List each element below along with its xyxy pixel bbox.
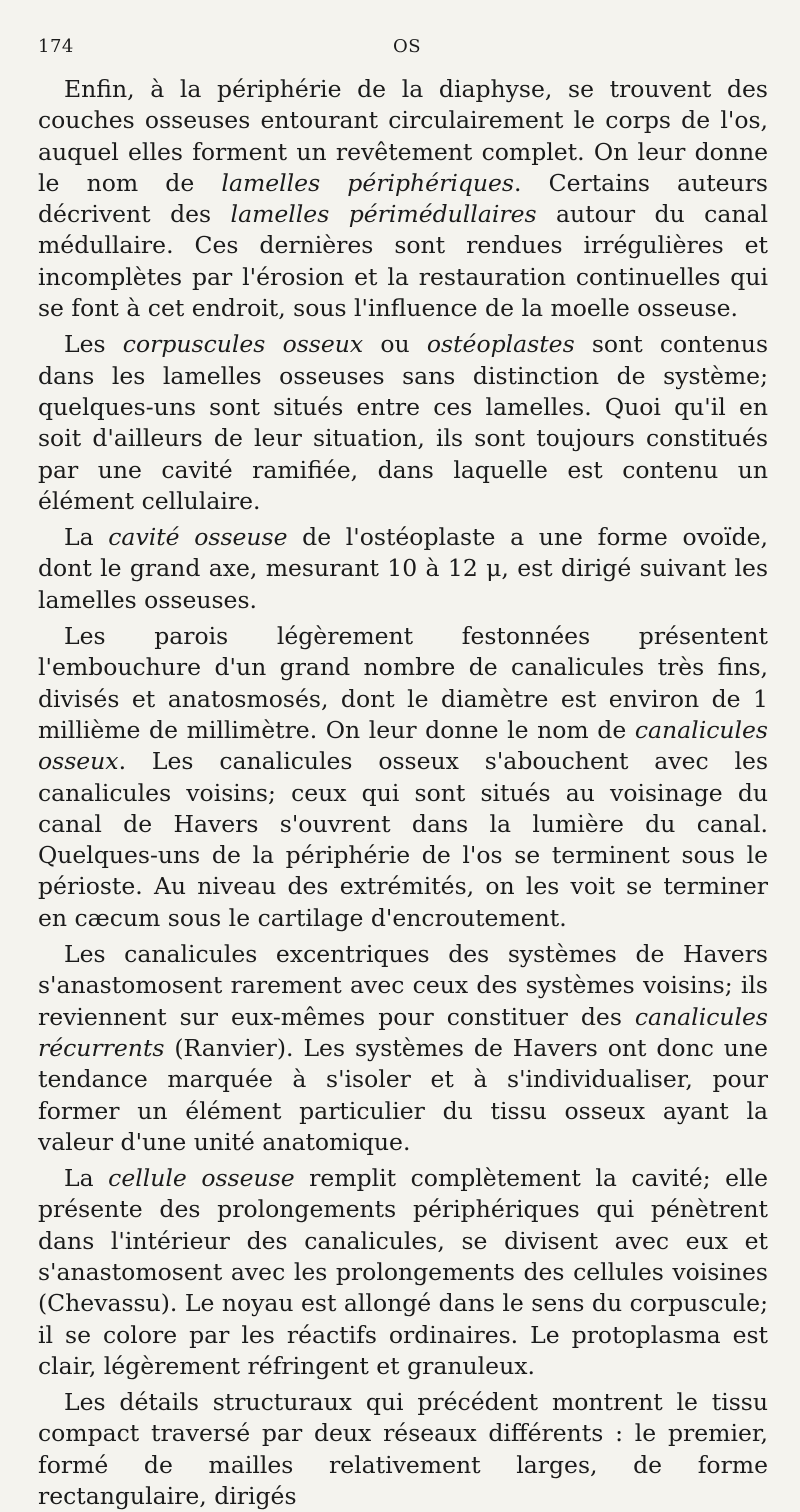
- italic-term: canalicules osseux: [38, 715, 768, 776]
- paragraph: [38, 939, 768, 1158]
- text-run: Les canalicules excentriques des systèmes de Havers s'anastomosent rarement avec ceux des systèmes voisins; ils reviennent sur eux-mêmes pour constituer des: [38, 940, 768, 1031]
- running-title: OS: [393, 36, 422, 57]
- text-run: . Les canalicules osseux s'abouchent avec les canalicules voisins; ceux qui sont situés au voisinage du canal de Havers s'ouvrent dans la lumière du canal. Quelques-uns de la périphérie de l'os se terminent sous le périoste. Au niveau des extrémités, on les voit se terminer en cæcum sous le cartilage d'encroutement.: [38, 747, 768, 932]
- italic-term: canalicules récurrents: [38, 1002, 768, 1062]
- body-text: [38, 74, 768, 1512]
- paragraph: [38, 1387, 768, 1512]
- text-run: Enfin, à la périphérie de la diaphyse, se trouvent des couches osseuses entourant circulairement le corps de l'os, auquel elles forment un revêtement complet. On leur donne le nom de: [38, 75, 768, 197]
- text-run: ou: [363, 330, 427, 359]
- italic-term: cavité osseuse: [108, 523, 288, 552]
- running-head: [38, 32, 768, 60]
- italic-term: ostéoplastes: [426, 330, 575, 359]
- text-run: autour du canal médullaire. Ces dernières sont rendues irrégulières et incomplètes par l'érosion et la restauration continuelles qui se font à cet endroit, sous l'influence de la moelle osseuse.: [38, 200, 769, 323]
- text-run: Les parois légèrement festonnées présentent l'embouchure d'un grand nombre de canalicules très fins, divisés et anatosmosés, dont le diamètre est environ de 1 millième de millimètre. On leur donne le nom de: [38, 622, 768, 744]
- paragraph: [38, 74, 768, 324]
- paragraph: [38, 329, 768, 517]
- italic-term: lamelles périmédullaires: [230, 200, 537, 229]
- paragraph: [38, 1163, 768, 1382]
- text-run: Les: [64, 330, 123, 359]
- paragraph: [38, 522, 768, 616]
- text-run: (Ranvier). Les systèmes de Havers ont donc une tendance marquée à s'isoler et à s'individualiser, pour former un élément particulier du tissu osseux ayant la valeur d'une unité anatomique.: [38, 1033, 768, 1156]
- italic-term: cellule osseuse: [108, 1164, 295, 1193]
- page-number: 174: [38, 36, 74, 57]
- text-run: remplit complètement la cavité; elle présente des prolongements périphériques qui pénètrent dans l'intérieur des canalicules, se divisent avec eux et s'anastomosent avec les prolongements des cellules voisines (Chevassu). Le noyau est allongé dans le sens du corpuscule; il se colore par les réactifs ordinaires. Le protoplasma est clair, légèrement réfringent et granuleux.: [38, 1164, 769, 1380]
- text-run: . Certains auteurs décrivent des: [38, 168, 768, 229]
- text-run: La: [64, 523, 109, 552]
- text-run: Les détails structuraux qui précédent montrent le tissu compact traversé par deux réseaux différents : le premier, formé de mailles relativement larges, de forme rectangulaire, dirigés: [38, 1388, 768, 1511]
- italic-term: corpuscules osseux: [122, 330, 364, 359]
- italic-term: lamelles périphériques: [221, 168, 514, 197]
- text-run: sont contenus dans les lamelles osseuses sans distinction de système; quelques-uns sont situés entre ces lamelles. Quoi qu'il en soit d'ailleurs de leur situation, ils sont toujours constitués par une cavité ramifiée, dans laquelle est contenu un élément cellulaire.: [38, 330, 768, 515]
- text-run: de l'ostéoplaste a une forme ovoïde, dont le grand axe, mesurant 10 à 12 μ, est dirigé suivant les lamelles osseuses.: [38, 523, 768, 614]
- paragraph: [38, 621, 768, 934]
- text-run: La: [64, 1164, 109, 1193]
